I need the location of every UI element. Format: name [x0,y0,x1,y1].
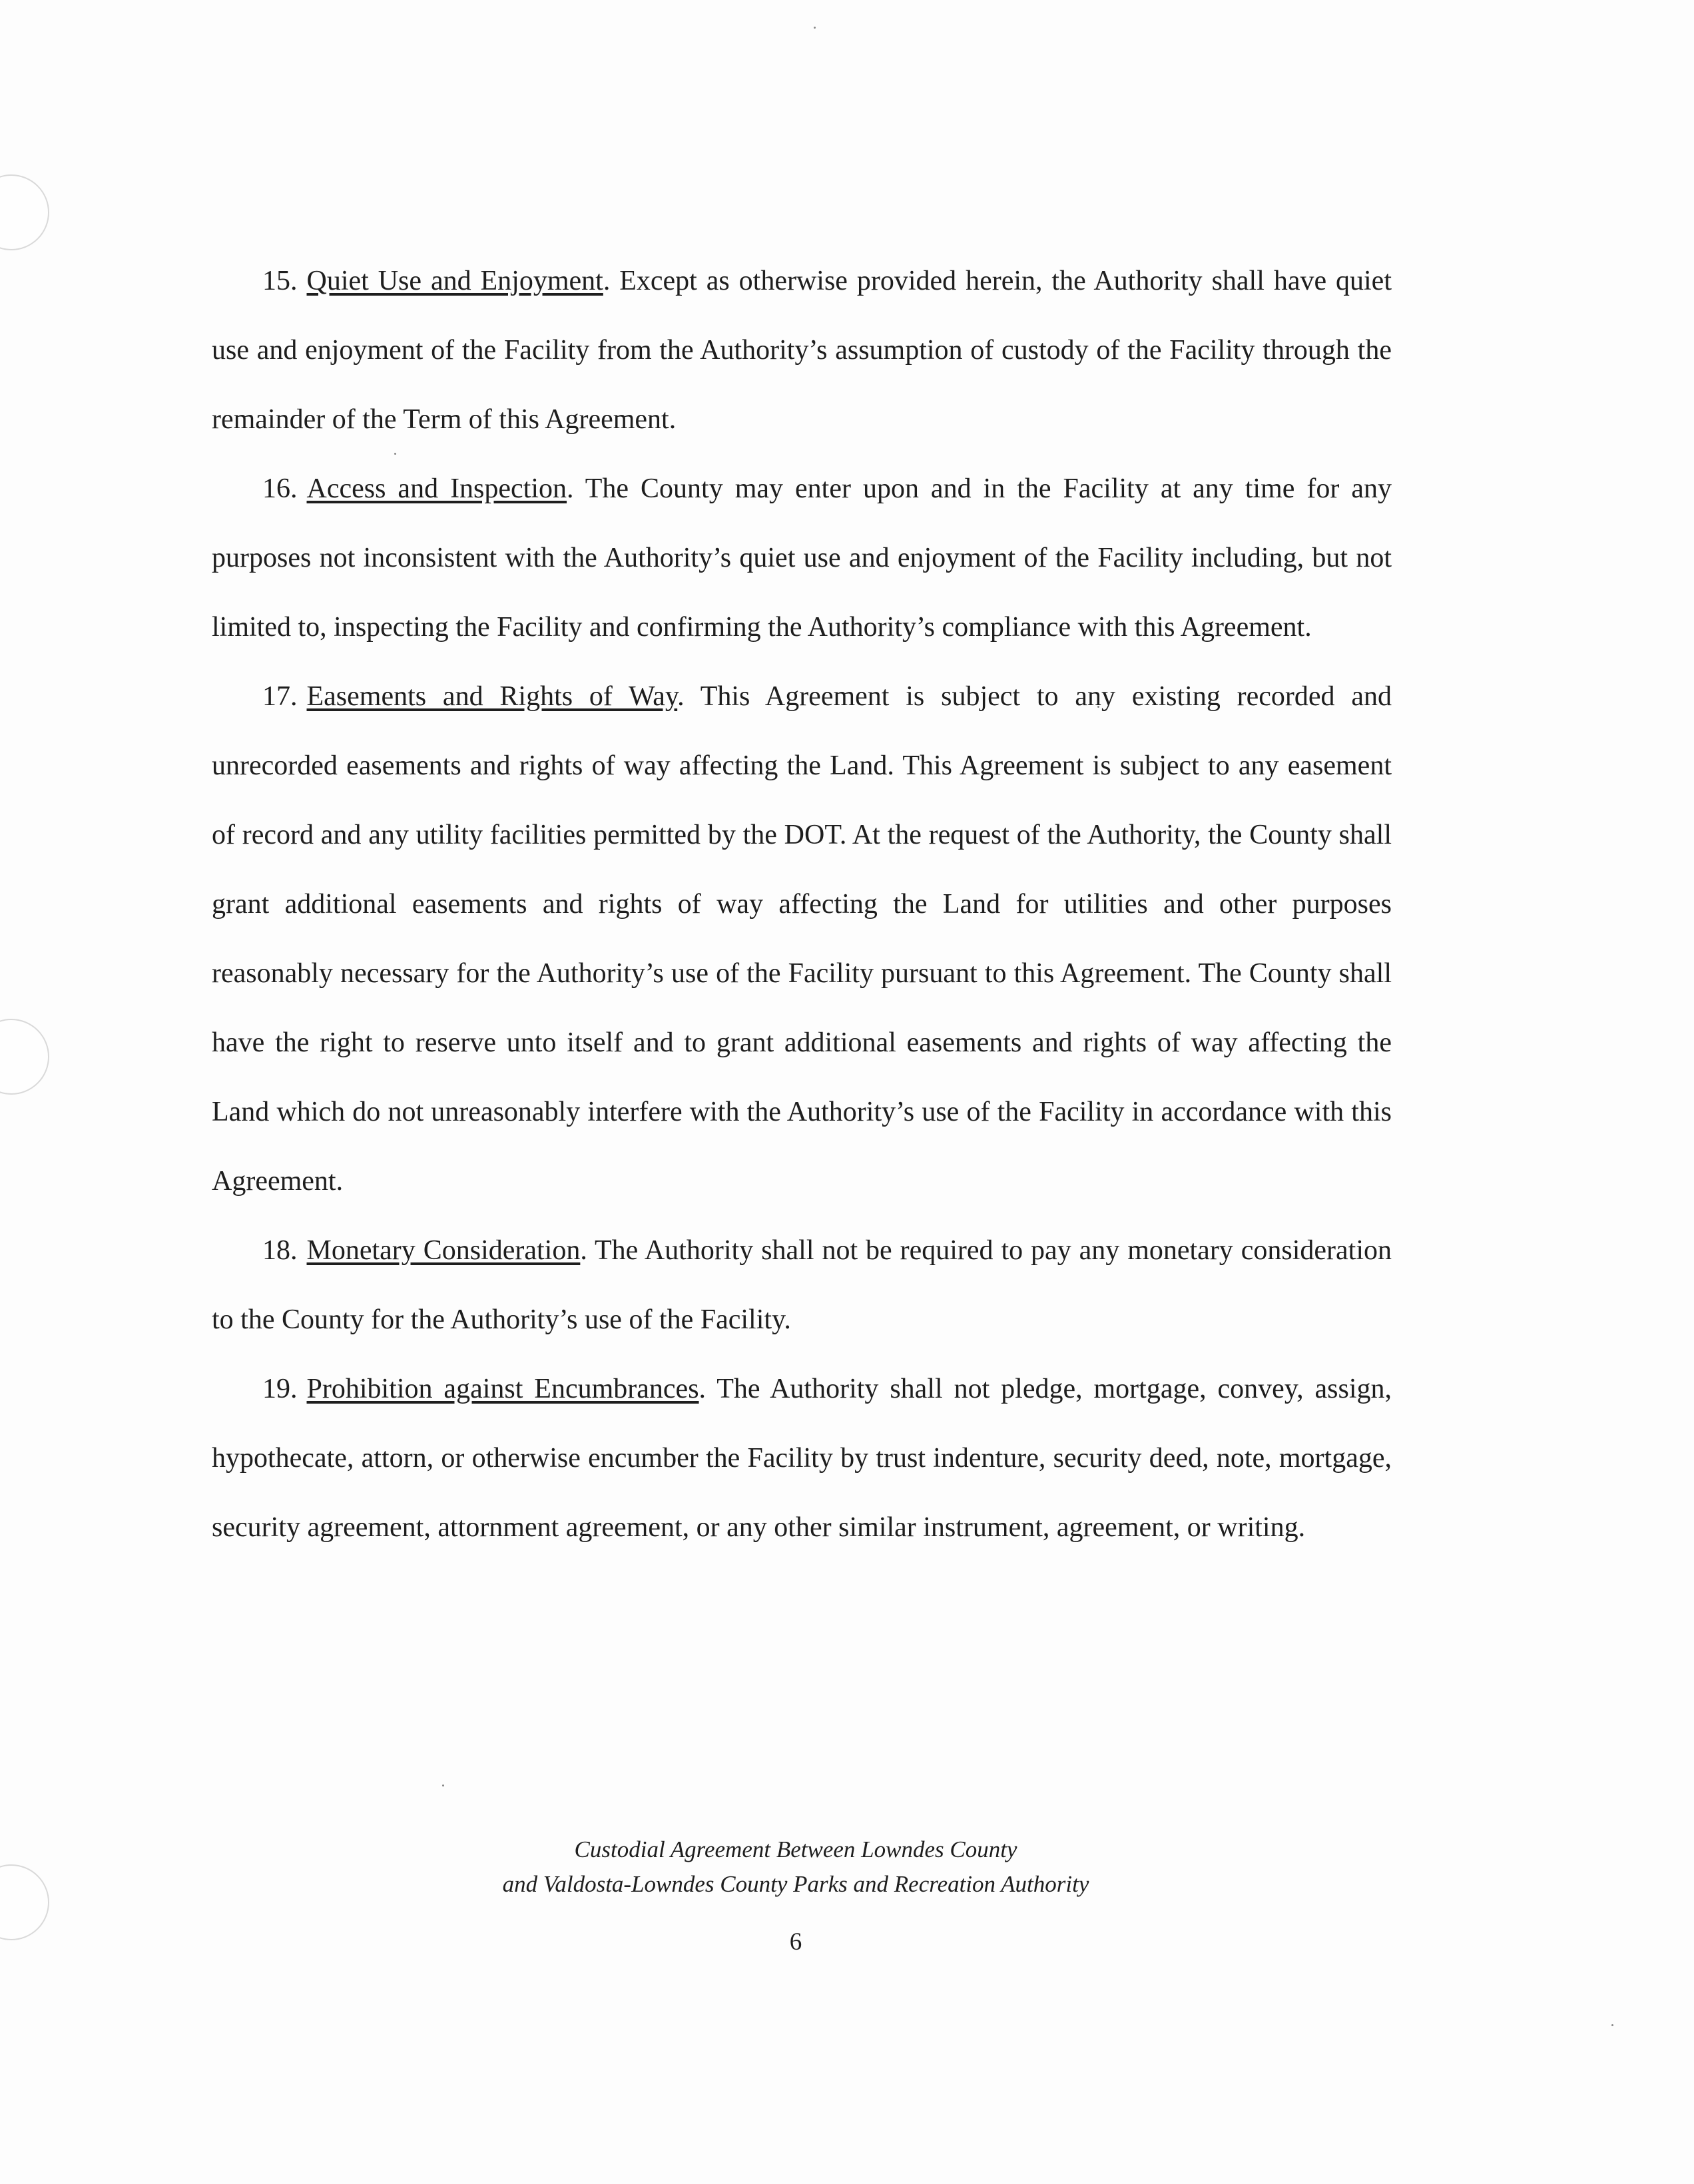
section-heading: Monetary Consideration [306,1235,581,1266]
footer-line-2: and Valdosta-Lowndes County Parks and Recreation Authority [502,1871,1089,1897]
section-number: 18. [262,1235,298,1266]
section-number: 19. [262,1374,298,1404]
scan-speck [1611,2024,1613,2026]
section-heading: Access and Inspection [306,473,567,504]
section-number: 17. [262,681,298,712]
section-paragraph [212,1216,1392,1354]
section-paragraph [212,1354,1392,1562]
section-paragraph [212,454,1392,662]
punch-hole-mark [0,174,49,250]
page-number: 6 [789,1928,802,1956]
scan-speck [442,1784,444,1786]
section-text: . This Agreement is subject to any existing recorded and unrecorded easements and rights of way affecting the Land. This Agreement is subject to any easement of record and any utility facilities permitted by the DOT. At the request of the Authority, the County shall grant additional easements and rights of way affecting the Land for utilities and other purposes reasonably necessary for the Authority’s use of the Facility pursuant to this Agreement. The County shall have the right to reserve unto itself and to grant additional easements and rights of way affecting the Land which do not unreasonably interfere with the Authority’s use of the Facility in accordance with this Agreement. [212,681,1392,1197]
punch-hole-mark [0,1019,49,1095]
section-text: . The Authority shall not pledge, mortgage, convey, assign, hypothecate, attorn, or otherwise encumber the Facility by trust indenture, security deed, note, mortgage, security agreement, attornment agreement, or any other similar instrument, agreement, or writing. [212,1374,1392,1543]
section-text: . The County may enter upon and in the Facility at any time for any purposes not inconsistent with the Authority’s quiet use and enjoyment of the Facility including, but not limited to, inspecting the Facility and confirming the Authority’s compliance with this Agreement. [212,473,1392,643]
agreement-body [212,246,1392,1562]
section-text: . Except as otherwise provided herein, the Authority shall have quiet use and enjoyment of the Facility from the Authority’s assumption of custody of the Facility through the remainder of the Term of this Agreement. [212,266,1392,435]
scan-speck [814,27,816,29]
section-heading: Easements and Rights of Way [306,681,678,712]
footer-line-1: Custodial Agreement Between Lowndes County [574,1836,1017,1862]
section-heading: Quiet Use and Enjoyment [306,266,603,296]
section-number: 15. [262,266,298,296]
section-paragraph [212,246,1392,454]
section-text: . The Authority shall not be required to pay any monetary consideration to the County for the Authority’s use of the Facility. [212,1235,1392,1335]
section-heading: Prohibition against Encumbrances [306,1374,699,1404]
section-paragraph [212,662,1392,1216]
document-footer [0,1832,1591,1902]
section-number: 16. [262,473,298,504]
